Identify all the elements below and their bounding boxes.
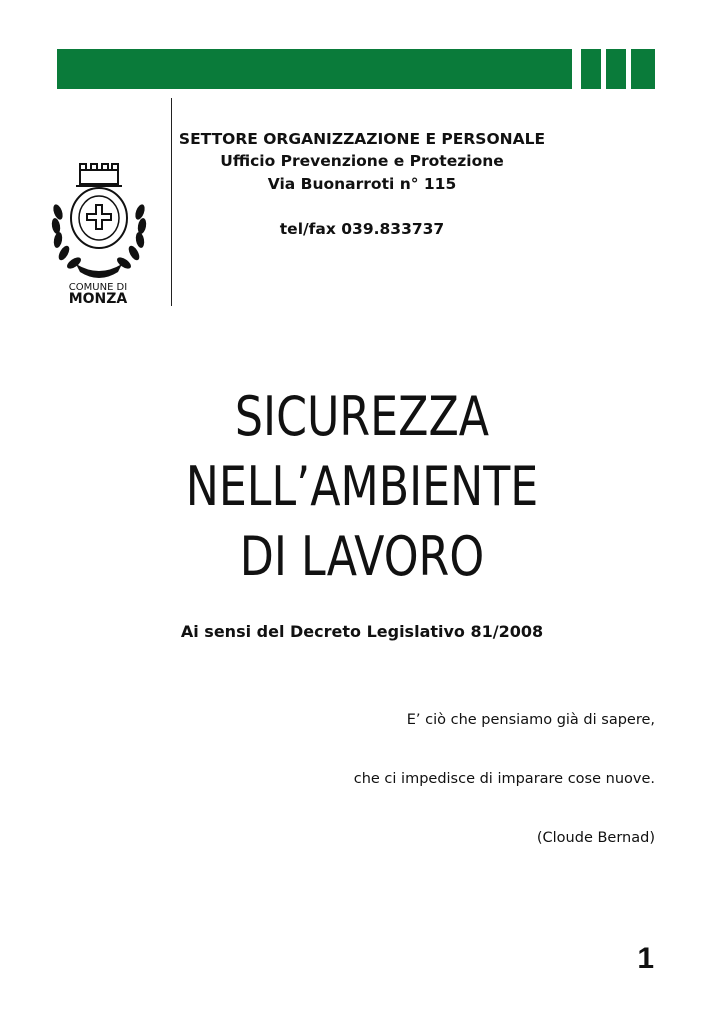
header-phone: tel/fax 039.833737 [279,220,445,238]
quote-line-2: che ci impedisce di imparare cose nuove. [353,771,655,787]
page-number: 1 [637,942,654,975]
header-sector: SETTORE ORGANIZZAZIONE E PERSONALE [178,130,546,148]
quote-author: (Cloude Bernad) [536,830,655,846]
page-title-line-2: NELL’AMBIENTE [185,455,539,518]
page-subtitle: Ai sensi del Decreto Legislativo 81/2008 [180,622,544,641]
logo-text-monza: MONZA [68,291,128,307]
logo-text-comune: COMUNE DI [68,282,128,293]
header-address: Via Buonarroti n° 115 [267,175,457,193]
header-green-stripe-2 [606,49,626,89]
header-green-stripe-3 [631,49,655,89]
header-green-stripe-1 [581,49,601,89]
header-office: Ufficio Prevenzione e Protezione [220,152,504,170]
page-title-line-3: DI LAVORO [239,525,485,588]
page-title-line-1: SICUREZZA [234,385,490,448]
quote-line-1: E’ ciò che pensiamo già di sapere, [406,712,655,728]
header-green-bar [57,49,572,89]
